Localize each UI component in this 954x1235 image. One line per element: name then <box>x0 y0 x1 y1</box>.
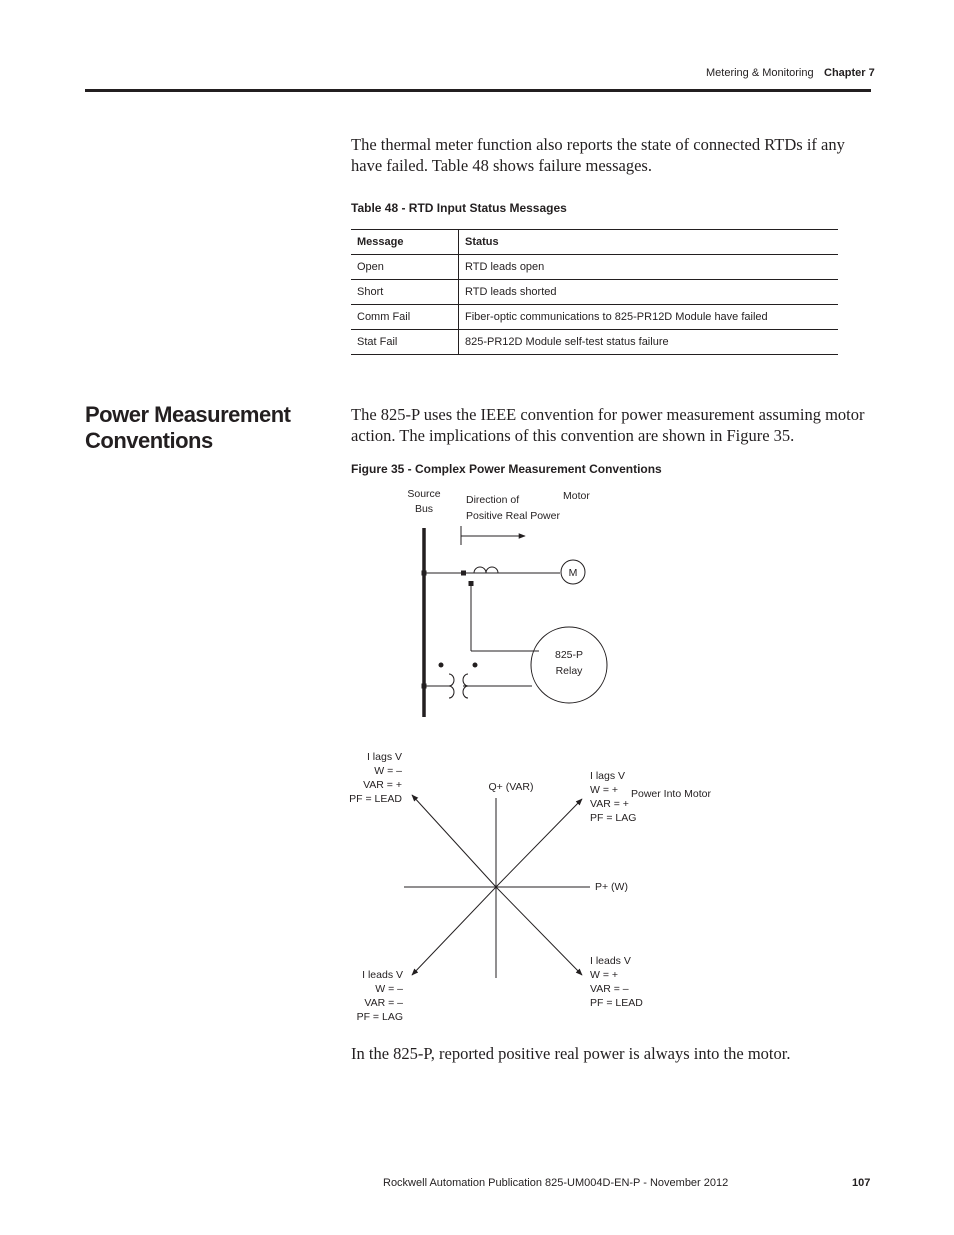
ct-node <box>461 571 466 576</box>
vector-lower-left <box>412 887 496 975</box>
quadrant-line: I leads V <box>590 955 631 967</box>
vector-lower-right <box>496 887 582 975</box>
vector-upper-right <box>496 799 582 887</box>
quadrant-label-lower-right <box>590 955 643 1009</box>
closing-paragraph: In the 825-P, reported positive real power is always into the motor. <box>351 1044 791 1063</box>
direction-label: Direction of <box>466 494 520 506</box>
relay-label: 825-P <box>554 649 584 661</box>
table-cell-message: Comm Fail <box>351 305 459 330</box>
intro-paragraph: The thermal meter function also reports the state of connected RTDs if any have failed. Table 48 shows failure messages. <box>351 135 845 175</box>
footer-publication: Rockwell Automation Publication 825-UM004D-EN-P - November 2012 <box>383 1177 729 1189</box>
table-header-status: Status <box>459 230 839 255</box>
quadrant-line: PF = LEAD <box>349 793 402 805</box>
table-cell-message: Open <box>351 255 459 280</box>
quadrant-line: VAR = + <box>590 798 629 810</box>
table-cell-message: Short <box>351 280 459 305</box>
quadrant-label-lower-left <box>357 969 404 1023</box>
quadrant-line: W = + <box>590 969 619 981</box>
bus-tap-node <box>422 571 427 576</box>
running-header-chapter: Chapter 7 <box>824 67 875 79</box>
one-line-diagram <box>422 526 608 717</box>
table-header-message: Message <box>351 230 459 255</box>
table-cell-message: Stat Fail <box>351 330 459 355</box>
quadrant-line: VAR = – <box>364 997 403 1009</box>
quadrant-label-upper-right <box>590 770 636 824</box>
page-number: 107 <box>852 1177 871 1189</box>
current-transformer-symbol <box>474 567 498 573</box>
quadrant-line: PF = LAG <box>356 1011 403 1023</box>
relay-label: Relay <box>555 665 583 677</box>
quadrant-line: W = – <box>375 983 403 995</box>
motor-label: Motor <box>563 490 590 502</box>
pt-polarity-dot <box>473 663 478 668</box>
quadrant-label-upper-left <box>349 751 402 805</box>
quadrant-line: PF = LAG <box>590 812 637 824</box>
power-into-motor-label: Power Into Motor <box>631 788 711 800</box>
quadrant-line: I leads V <box>362 969 403 981</box>
quadrant-line: I lags V <box>590 770 626 782</box>
quadrant-line: W = – <box>374 765 402 777</box>
table-cell-status: RTD leads open <box>459 255 839 280</box>
running-header-section: Metering & Monitoring <box>706 67 814 79</box>
vector-upper-left <box>412 795 496 887</box>
table-cell-status: Fiber-optic communications to 825-PR12D Module have failed <box>459 305 839 330</box>
quadrant-line: VAR = – <box>590 983 629 995</box>
ct-lead-node <box>469 581 474 586</box>
power-quadrant-diagram <box>404 795 590 978</box>
pt-polarity-dot <box>439 663 444 668</box>
p-axis-label: P+ (W) <box>595 881 628 893</box>
figure-caption: Figure 35 - Complex Power Measurement Conventions <box>351 462 662 476</box>
section-title: Power Measurement Conventions <box>85 402 291 453</box>
direction-label: Positive Real Power <box>466 510 560 522</box>
quadrant-line: I lags V <box>366 751 402 763</box>
table-cell-status: 825-PR12D Module self-test status failure <box>459 330 839 355</box>
pt-primary-winding <box>449 674 454 698</box>
source-bus-label: Source <box>407 488 441 500</box>
quadrant-line: PF = LEAD <box>590 997 643 1009</box>
pt-tap-node <box>422 684 427 689</box>
quadrant-line: W = + <box>590 784 619 796</box>
table-caption: Table 48 - RTD Input Status Messages <box>351 201 567 215</box>
quadrant-line: VAR = + <box>363 779 402 791</box>
q-axis-label: Q+ (VAR) <box>488 781 534 793</box>
table-cell-status: RTD leads shorted <box>459 280 839 305</box>
motor-symbol-label: M <box>568 567 578 579</box>
source-bus-label: Bus <box>414 503 434 515</box>
section-paragraph: The 825-P uses the IEEE convention for power measurement assuming motor action. The implications of this convention are shown in Figure 35. <box>351 405 865 445</box>
